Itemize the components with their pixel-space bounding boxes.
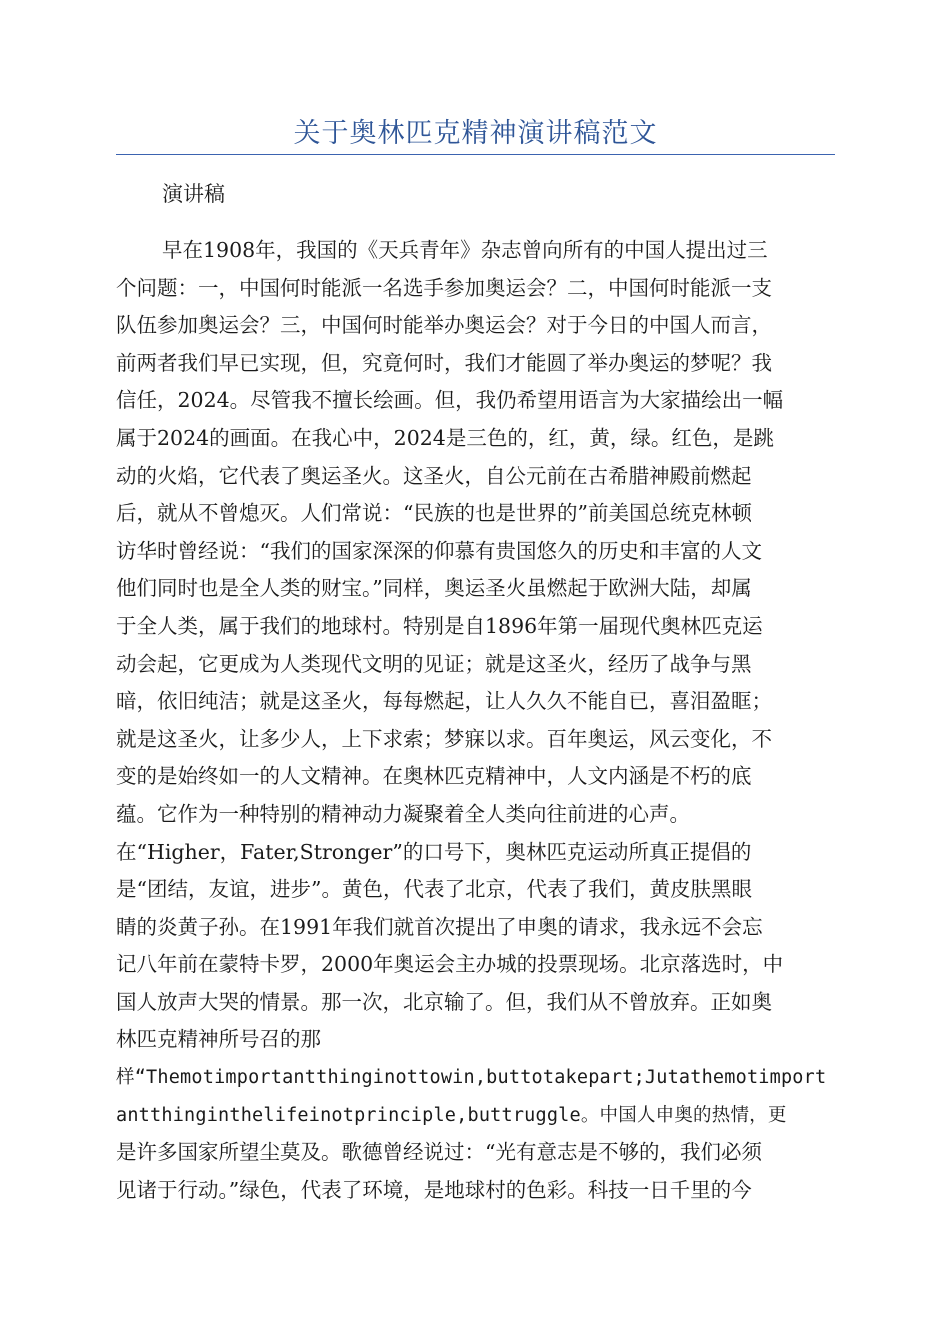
document-body: [116, 232, 835, 1209]
body-line: 暗，依旧纯洁；就是这圣火，每每燃起，让人久久不能自已，喜泪盈眶；: [116, 689, 772, 714]
document-subheading: 演讲稿: [162, 182, 225, 206]
body-line: 个问题：一，中国何时能派一名选手参加奥运会？二，中国何时能派一支: [116, 275, 772, 300]
title-underline: [116, 154, 835, 155]
body-line: antthinginthelifeinotprinciple,buttruggle。中国人申奥的热情，更: [116, 1104, 787, 1126]
body-line: 睛的炎黄子孙。在1991年我们就首次提出了申奥的请求，我永远不会忘: [116, 914, 763, 939]
body-line: 蕴。它作为一种特别的精神动力凝聚着全人类向往前进的心声。: [116, 801, 690, 826]
body-line: 访华时曾经说：“我们的国家深深的仰慕有贵国悠久的历史和丰富的人文: [116, 538, 762, 563]
body-line: 动的火焰，它代表了奥运圣火。这圣火，自公元前在古希腊神殿前燃起: [116, 463, 752, 488]
body-line: 早在1908年，我国的《天兵青年》杂志曾向所有的中国人提出过三: [162, 238, 768, 262]
body-line: 动会起，它更成为人类现代文明的见证；就是这圣火，经历了战争与黑: [116, 651, 752, 676]
body-line: 是“团结，友谊，进步”。黄色，代表了北京，代表了我们，黄皮肤黑眼: [116, 877, 752, 902]
body-line: 国人放声大哭的情景。那一次，北京输了。但，我们从不曾放弃。正如奥: [116, 989, 772, 1014]
body-line: 队伍参加奥运会？三，中国何时能举办奥运会？对于今日的中国人而言，: [116, 313, 772, 338]
body-line: 他们同时也是全人类的财宝。”同样，奥运圣火虽燃起于欧洲大陆，却属: [116, 576, 752, 601]
body-line: 就是这圣火，让多少人，上下求索；梦寐以求。百年奥运，风云变化，不: [116, 726, 772, 751]
body-line: 样“Themotimportantthinginottowin,buttotakepart;Jutathemotimport: [116, 1067, 827, 1089]
body-line: 属于2024的画面。在我心中，2024是三色的，红，黄，绿。红色，是跳: [116, 425, 774, 450]
body-line: 于全人类，属于我们的地球村。特别是自1896年第一届现代奥林匹克运: [116, 613, 763, 638]
body-line: 前两者我们早已实现，但，究竟何时，我们才能圆了举办奥运的梦呢？我: [116, 350, 772, 375]
body-line: 记八年前在蒙特卡罗，2000年奥运会主办城的投票现场。北京落选时，中: [116, 952, 784, 977]
body-line: 林匹克精神所号召的那: [116, 1027, 321, 1052]
document-title: 关于奥林匹克精神演讲稿范文: [293, 118, 658, 149]
body-line: 在“Higher，Fater,Stronger”的口号下，奥林匹克运动所真正提倡的: [116, 839, 752, 864]
body-line: 是许多国家所望尘莫及。歌德曾经说过：“光有意志是不够的，我们必须: [116, 1140, 762, 1165]
body-line: 信任，2024。尽管我不擅长绘画。但，我仍希望用语言为大家描绘出一幅: [116, 388, 784, 413]
body-line: 后，就从不曾熄灭。人们常说：“民族的也是世界的”前美国总统克林顿: [116, 501, 752, 526]
body-line: 见诸于行动。”绿色，代表了环境，是地球村的色彩。科技一日千里的今: [116, 1177, 752, 1202]
body-line: 变的是始终如一的人文精神。在奥林匹克精神中，人文内涵是不朽的底: [116, 764, 752, 789]
